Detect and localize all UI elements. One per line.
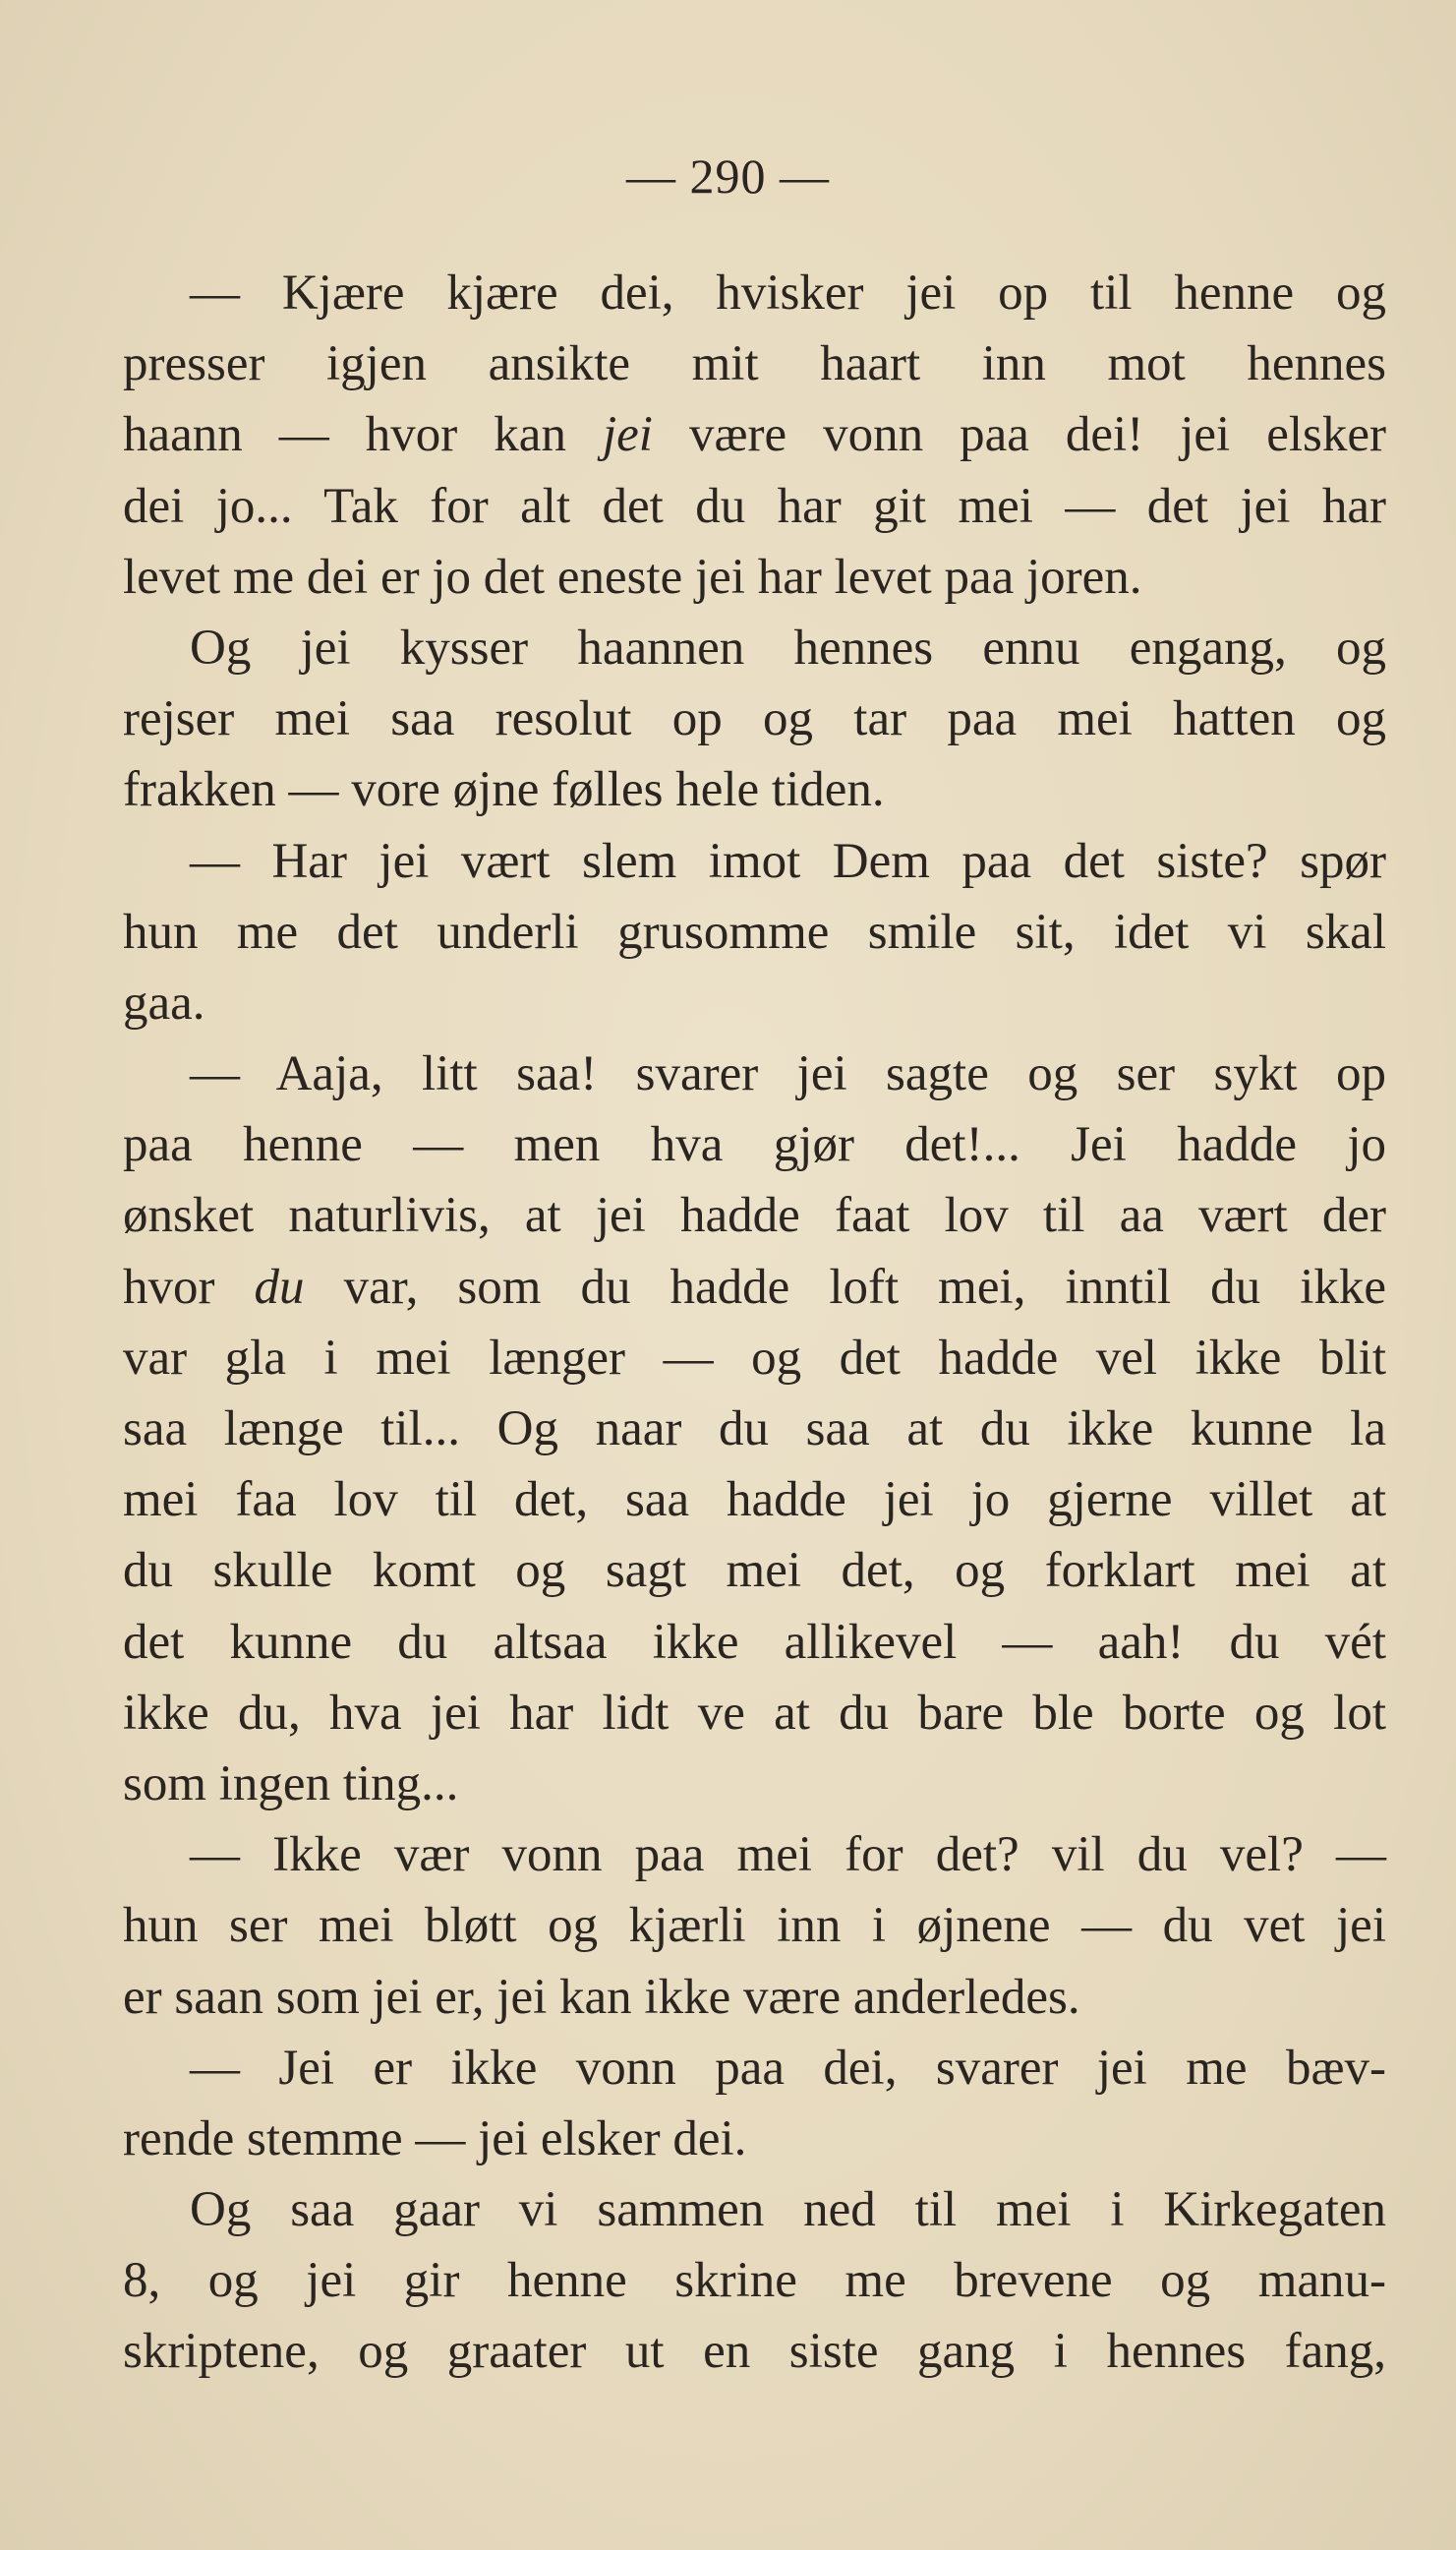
text-line	[123, 1180, 1386, 1251]
text-line	[123, 1323, 1386, 1394]
text-line	[123, 471, 1386, 542]
text-span: hvor	[123, 1259, 255, 1315]
text-line	[123, 328, 1386, 399]
text-span: er saan som jei er, jei kan ikke være anderledes.	[123, 1969, 1080, 2025]
text-span: det kunne du altsaa ikke allikevel — aah! du vét	[123, 1614, 1386, 1670]
text-line	[123, 1394, 1386, 1464]
text-span: paa henne — men hva gjør det!... Jei hadde jo	[123, 1117, 1386, 1173]
text-span: var gla i mei længer — og det hadde vel ikke blit	[123, 1330, 1386, 1386]
text-span: mei faa lov til det, saa hadde jei jo gjerne villet at	[123, 1472, 1386, 1528]
text-span: Og saa gaar vi sammen ned til mei i Kirkegaten	[190, 2182, 1386, 2238]
page-number: — 290 —	[626, 148, 830, 204]
text-span: rejser mei saa resolut op og tar paa mei hatten og	[123, 691, 1386, 747]
text-span: ikke du, hva jei har lidt ve at du bare ble borte og lot	[123, 1685, 1386, 1741]
text-span: ønsket naturlivis, at jei hadde faat lov til aa vært der	[123, 1188, 1386, 1244]
text-line	[123, 1038, 1386, 1109]
text-line	[123, 2174, 1386, 2245]
text-span: levet me dei er jo det eneste jei har levet paa joren.	[123, 549, 1142, 605]
text-span: 8, og jei gir henne skrine me brevene og manu-	[123, 2253, 1386, 2309]
text-line	[123, 1464, 1386, 1535]
text-line	[123, 1962, 1386, 2033]
text-span: som ingen ting...	[123, 1755, 459, 1811]
text-span: hun me det underli grusomme smile sit, idet vi skal	[123, 904, 1386, 960]
text-line	[123, 1607, 1386, 1678]
text-span: du skulle komt og sagt mei det, og forklart mei at	[123, 1543, 1386, 1599]
text-span: — Aaja, litt saa! svarer jei sagte og ser sykt op	[190, 1046, 1386, 1102]
text-line	[123, 897, 1386, 968]
text-line	[123, 1890, 1386, 1961]
text-line	[123, 1535, 1386, 1606]
text-line	[123, 613, 1386, 683]
text-span: — Har jei vært slem imot Dem paa det siste? spør	[190, 833, 1386, 889]
text-line	[123, 542, 1386, 613]
text-line	[123, 1749, 1386, 1819]
text-span: var, som du hadde loft mei, inntil du ikke	[304, 1259, 1387, 1315]
text-line	[123, 2033, 1386, 2104]
text-line	[123, 2245, 1386, 2316]
text-line	[123, 1678, 1386, 1749]
text-line	[123, 399, 1386, 470]
text-line	[123, 1819, 1386, 1890]
text-span: gaa.	[123, 975, 205, 1031]
text-span: rende stemme — jei elsker dei.	[123, 2110, 747, 2166]
text-span: frakken — vore øjne følles hele tiden.	[123, 762, 885, 818]
text-line	[123, 826, 1386, 897]
text-line	[123, 968, 1386, 1038]
body-text	[123, 258, 1386, 2388]
text-span: saa længe til... Og naar du saa at du ikke kunne la	[123, 1401, 1386, 1456]
text-span: Og jei kysser haannen hennes ennu engang, og	[190, 620, 1386, 676]
text-line	[123, 2104, 1386, 2174]
text-span: — Jei er ikke vonn paa dei, svarer jei me bæv-	[190, 2040, 1386, 2096]
text-span: haann — hvor kan	[123, 407, 603, 463]
text-span: hun ser mei bløtt og kjærli inn i øjnene — du vet jei	[123, 1898, 1386, 1954]
italic-word: du	[254, 1259, 305, 1315]
text-line	[123, 258, 1386, 328]
text-line	[123, 1252, 1386, 1323]
text-line	[123, 683, 1386, 754]
text-line	[123, 1109, 1386, 1180]
text-span: skriptene, og graater ut en siste gang i hennes fang,	[123, 2324, 1386, 2380]
text-span: dei jo... Tak for alt det du har git mei — det jei har	[123, 478, 1386, 534]
italic-word: jei	[602, 407, 653, 463]
text-span: — Kjære kjære dei, hvisker jei op til henne og	[190, 266, 1386, 321]
text-line	[123, 2316, 1386, 2387]
text-span: være vonn paa dei! jei elsker	[652, 407, 1386, 463]
text-line	[123, 754, 1386, 825]
text-span: — Ikke vær vonn paa mei for det? vil du vel? —	[190, 1827, 1386, 1883]
text-span: presser igjen ansikte mit haart inn mot hennes	[123, 336, 1386, 392]
